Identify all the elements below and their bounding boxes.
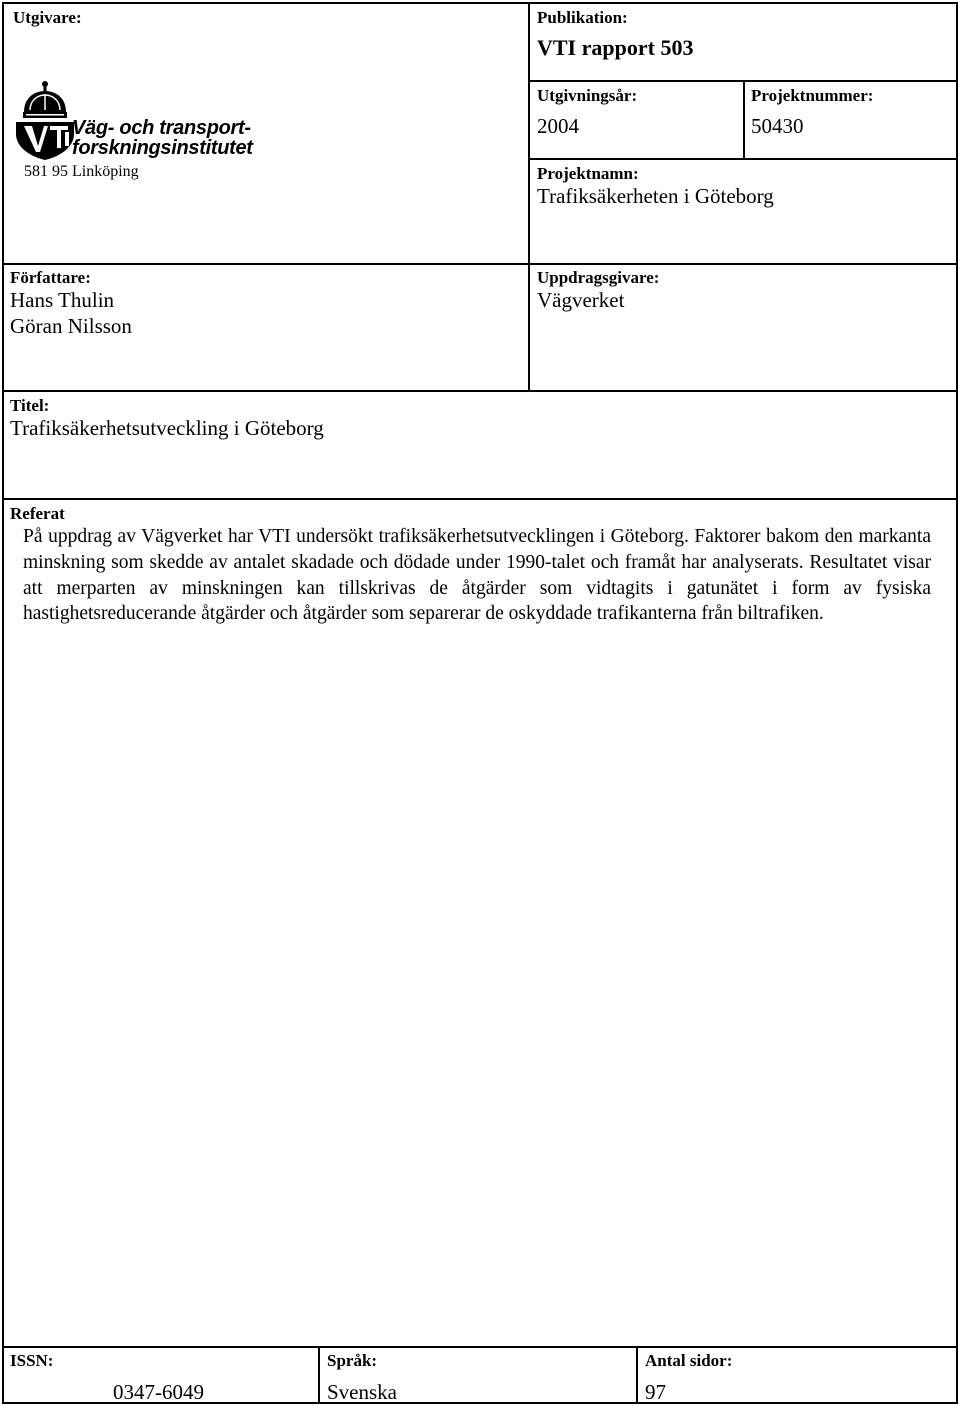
author-name: Göran Nilsson <box>10 314 132 338</box>
publication-label: Publikation: <box>537 8 628 27</box>
author-name: Hans Thulin <box>10 288 115 312</box>
abstract-label: Referat <box>10 504 65 523</box>
issn-value: 0347-6049 <box>113 1380 204 1404</box>
year-value: 2004 <box>537 114 579 138</box>
year-label: Utgivningsår: <box>537 86 638 105</box>
title-box <box>2 390 958 500</box>
publisher-label: Utgivare: <box>13 8 82 27</box>
publisher-address: 581 95 Linköping <box>24 163 139 180</box>
title-label: Titel: <box>10 396 50 415</box>
project-name-label: Projektnamn: <box>537 164 639 183</box>
crown-emblem-icon <box>14 80 76 160</box>
client-label: Uppdragsgivare: <box>537 268 660 287</box>
logo-org-line2: forskningsinstitutet <box>72 137 253 159</box>
client-value: Vägverket <box>537 288 625 312</box>
logo-org-line1: Väg- och transport- <box>72 117 251 139</box>
authors-label: Författare: <box>10 268 91 287</box>
issn-label: ISSN: <box>10 1351 54 1370</box>
title-value: Trafiksäkerhetsutveckling i Göteborg <box>10 416 324 440</box>
project-number-value: 50430 <box>751 114 804 138</box>
language-value: Svenska <box>327 1380 397 1404</box>
project-name-value: Trafiksäkerheten i Göteborg <box>537 184 774 208</box>
language-label: Språk: <box>327 1351 378 1370</box>
publication-value: VTI rapport 503 <box>537 35 694 60</box>
pages-value: 97 <box>645 1380 666 1404</box>
project-number-label: Projektnummer: <box>751 86 874 105</box>
pages-label: Antal sidor: <box>645 1351 733 1370</box>
vti-logo <box>14 80 253 160</box>
abstract-text: På uppdrag av Vägverket har VTI undersökt trafiksäkerhetsutvecklingen i Göteborg. Faktorer bakom den markanta minskning som skedde av antalet skadade och dödade under 1990-talet och framåt har analyserats. Resultatet visar att merparten av minskningen kan tillskrivas de åtgärder som vidtagits i gatunätet i form av fysiska hastighetsreducerande åtgärder och åtgärder som separerar de oskyddade trafikanterna från biltrafiken. <box>23 526 931 625</box>
